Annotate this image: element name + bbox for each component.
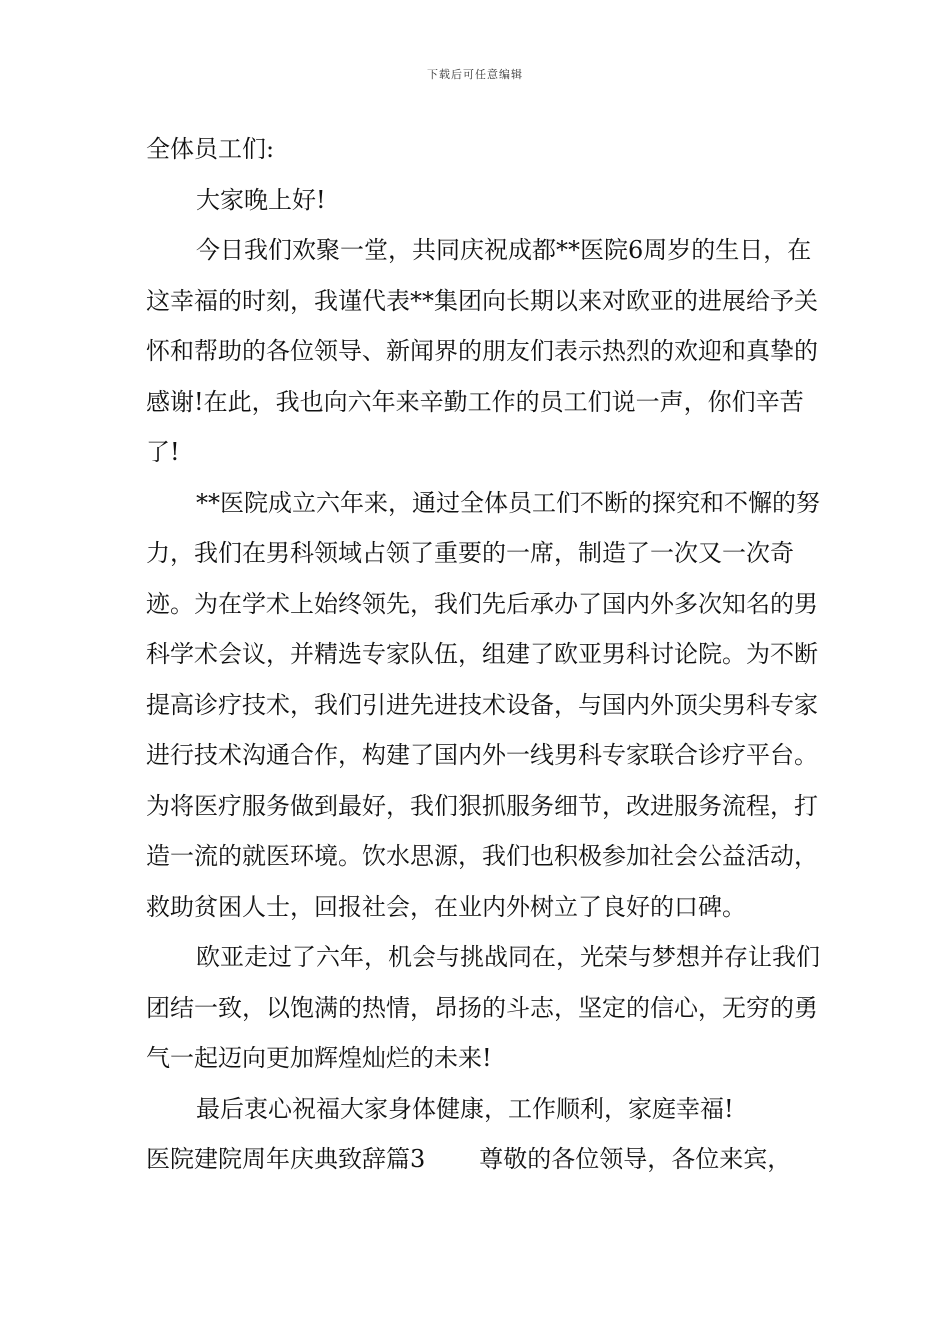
paragraph-4: 最后衷心祝福大家身体健康，工作顺利，家庭幸福!: [196, 1094, 734, 1123]
page-header: 下载后可任意编辑: [427, 68, 523, 81]
salutation: 全体员工们:: [146, 135, 275, 163]
paragraph-3: 欧亚走过了六年，机会与挑战同在，光荣与梦想并存让我们团结一致，以饱满的热情，昂扬的斗志，坚定的信心，无穷的勇气一起迈向更加辉煌灿烂的未来!: [146, 943, 820, 1072]
next-section-line: [146, 1134, 830, 1185]
paragraph-1: 今日我们欢聚一堂，共同庆祝成都**医院6周岁的生日，在这幸福的时刻，我谨代表**集团向长期以来对欧亚的进展给予关怀和帮助的各位领导、新闻界的朋友们表示热烈的欢迎和真挚的感谢!在此，我也向六年来辛勤工作的员工们说一声，你们辛苦了!: [146, 236, 818, 466]
document-body: [146, 124, 830, 1185]
greeting: 大家晚上好!: [196, 185, 326, 214]
paragraph-2: **医院成立六年来，通过全体员工们不断的探究和不懈的努力，我们在男科领域占领了重要的一席，制造了一次又一次奇迹。为在学术上始终领先，我们先后承办了国内外多次知名的男科学术会议，并精选专家队伍，组建了欧亚男科讨论院。为不断提高诊疗技术，我们引进先进技术设备，与国内外顶尖男科专家进行技术沟通合作，构建了国内外一线男科专家联合诊疗平台。为将医疗服务做到最好，我们狠抓服务细节，改进服务流程，打造一流的就医环境。饮水思源，我们也积极参加社会公益活动，救助贫困人士，回报社会，在业内外树立了良好的口碑。: [146, 488, 820, 921]
next-section-opening: 尊敬的各位领导，各位来宾，: [479, 1145, 792, 1173]
next-section-title: 医院建院周年庆典致辞篇3: [146, 1145, 426, 1173]
